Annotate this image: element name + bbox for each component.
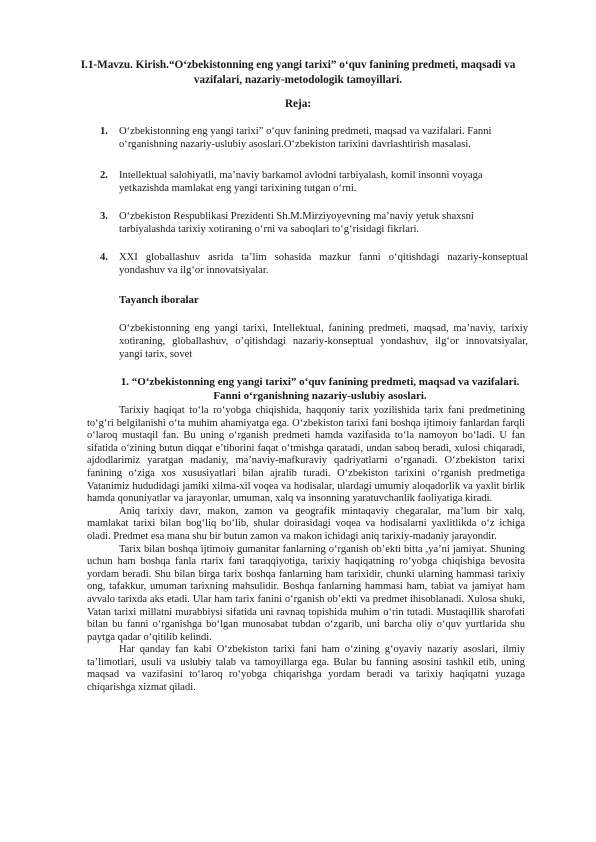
- section-title: 1. “O‘zbekistonning eng yangi tarixi” o‘quv fanining predmeti, maqsad va vazifalari. Fanni o‘rganishning nazariy-uslubiy asoslari.: [120, 376, 520, 402]
- paragraph: Tarixiy haqiqat to‘la ro‘yobga chiqishida, haqqoniy tarix yozilishida tarix fani predmetining to‘g‘ri belgilanishi o‘ta muhim ahamiyatga ega. O‘zbekiston tarixi fani boshqa ijtimoiy fanlardan farqli o‘laroq mustaqil fan. Bu uning o‘rganish predmeti hamda vazifasida to‘la namoyon bo‘ladi. U fan sifatida o‘zining butun diqqat e’tiborini faqat o‘tmishga qaratadi, undan saboq beradi, xulosi chiqaradi, ajdodlarimiz yaratgan madaniy, ma’naviy-mafkuraviy qadriyatlarni o‘rganadi. O‘zbekiston tarixi fanining o‘ziga xos xususiyatlari bilan ajralib turadi. O‘zbekiston tarixini o‘rganish predmetiga Vatanimiz hududidagi jamiki xilma-xil voqea va hodisalar, ulardagi umumiy aloqadorlik va yaxlit birlik hamda qonuniyatlar va jarayonlar, umuman, xalq va insonning yaratuvchanlik faoliyatiga kiradi.: [87, 405, 525, 505]
- plan-item-text: XXI globallashuv asrida ta’lim sohasida mazkur fanni o‘qitishdagi nazariy-konseptual yondashuv va ilg‘or innovatsiyalar.: [119, 252, 528, 276]
- paragraph: Har qanday fan kabi O‘zbekiston tarixi fani ham o‘zining g‘oyaviy nazariy asoslari, ilmiy ta’limotlari, usuli va uslubiy talab va tamoyillarga ega. Bular bu fanning asosini tashkil etib, uning maqsad va vazifasini to‘laroq ro‘yobga chiqarishga yordam beradi va tarixiy haqiqatni yuzaga chiqarishga xizmat qiladi.: [87, 644, 525, 694]
- plan-item-number: 4.: [100, 252, 108, 263]
- plan-item-number: 2.: [100, 170, 108, 181]
- paragraph: Aniq tarixiy davr, makon, zamon va geografik mintaqaviy chegaralar, ma’lum bir xalq, mamlakat tarixi bilan bog‘liq bo‘lib, shular doirasidagi voqea va hodisalarni yaxlitlikda o‘z ichiga oladi. Predmet esa mana shu bir butun zamon va makon ichidagi aniq tarixiy-madaniy jarayondir.: [87, 505, 525, 542]
- plan-heading: Reja:: [284, 98, 312, 110]
- paragraph: Tarix bilan boshqa ijtimoiy gumanitar fanlarning o‘rganish ob’ekti bitta ,ya’ni jamiyat. Shuning uchun ham boshqa fanla rtarix fani taraqqiyotiga, tarixiy haqiqatning ro‘yobga chiqishiga bevosita yordam beradi. Shu bilan birga tarix boshqa fanlarning ham tarixidir, chunki ularning hammasi tarixiy ong, tafakkur, umuman tarixning mahsulidir. Boshqa fanlarning hammasi ham, tabiat va jamiyat ham avvalo tarixda aks etadi. Ular ham tarix fanini o‘rganish ob’ekti va predmet ihisoblanadi. Xulosa shuki, Vatan tarixi millatni murabbiysi sifatida uni ravnaq topishida muhim o‘rin tutadi. Mustaqillik sharofati bilan bu fanni o‘rganishga bo‘lgan munosabat tubdan o‘zgarib, uni barcha oliy o‘quv yurtlarida shu paytga qadar o‘qitilib kelindi.: [87, 543, 525, 643]
- plan-item-text: Intellektual salohiyatli, ma’naviy barkamol avlodni tarbiyalash, komil insonni voyaga yetkazishda mamlakat eng yangi tarixining tutgan o‘rni.: [119, 170, 483, 194]
- document-title: I.1-Mavzu. Kirish.“O‘zbekistonning eng yangi tarixi” o‘quv fanining predmeti, maqsadi va vazifalari, nazariy-metodologik tamoyillari.: [80, 59, 516, 86]
- body-text: [87, 405, 525, 695]
- plan-item-number: 1.: [100, 126, 108, 137]
- plan-item-text: O‘zbekiston Respublikasi Prezidenti Sh.M.Mirziyoyevning ma’naviy yetuk shaxsni tarbiyalashda tarixiy xotiraning o‘rni va saboqlari to‘g‘risidagi fikrlari.: [119, 211, 474, 235]
- plan-item-text: O‘zbekistonning eng yangi tarixi” o‘quv fanining predmeti, maqsad va vazifalari. Fanni o‘rganishning nazariy-uslubiy asoslari.O‘zbekiston tarixini davrlashtirish masalasi.: [119, 126, 492, 150]
- key-terms-heading: Tayanch iboralar: [119, 294, 199, 306]
- plan-item-number: 3.: [100, 211, 108, 222]
- key-terms-text: O‘zbekistonning eng yangi tarixi, Intellektual, fanining predmeti, maqsad, ma’naviy, tarixiy xotiraning, globallashuv, o’qitishdagi nazariy-konseptual yondashuv, ilg‘or innovatsiyalar, yangi tarix, sovet: [119, 323, 528, 360]
